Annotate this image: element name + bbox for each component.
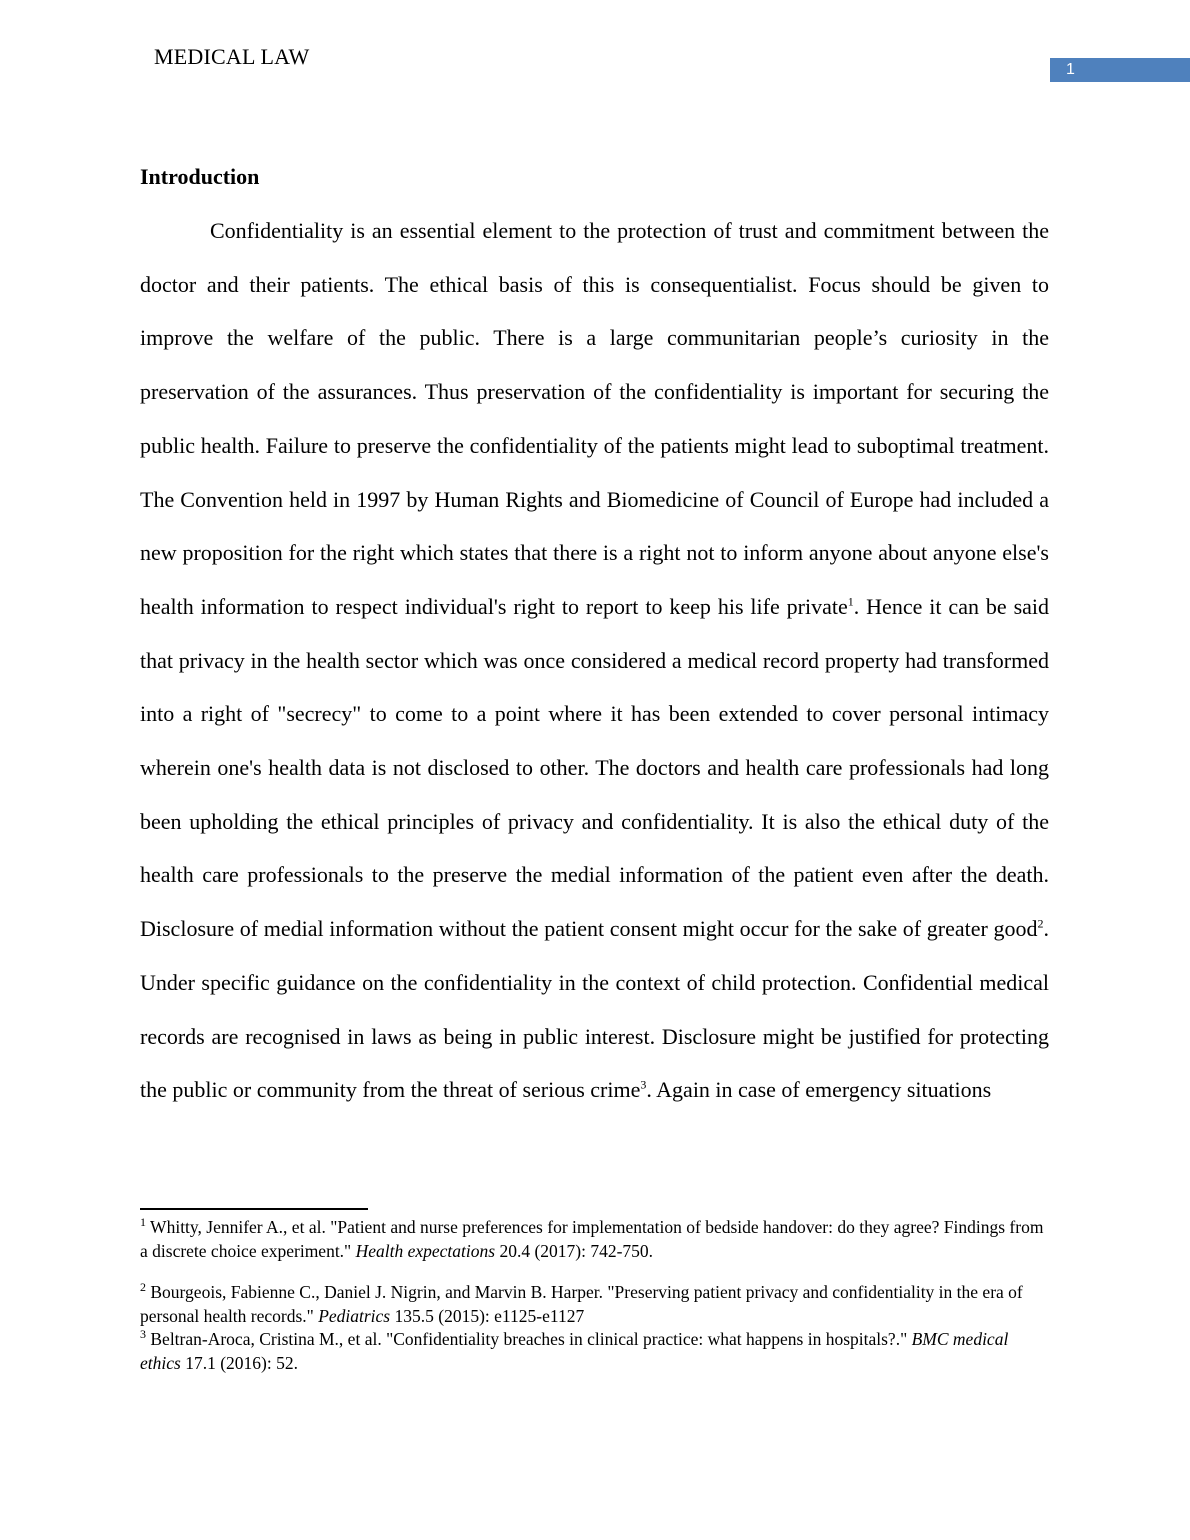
footnote-marker: 1 <box>140 1215 146 1230</box>
footnote-text: 17.1 (2016): 52. <box>180 1352 298 1373</box>
footnote-text: Whitty, Jennifer A., et al. "Patient and nurse preferences for implementation of bedside handover: do they agree? Findings from a discrete choice experiment." <box>140 1217 1044 1261</box>
footnote-journal: BMC medical ethics <box>140 1329 1009 1373</box>
footnote-ref-2[interactable]: 2 <box>1037 916 1044 931</box>
footnote-text: 135.5 (2015): e1125-e1127 <box>390 1305 585 1326</box>
footnote-3 <box>140 1328 1050 1375</box>
footnote-separator <box>140 1208 368 1210</box>
footnote-1 <box>140 1216 1050 1263</box>
footnote-journal: Pediatrics <box>318 1305 391 1326</box>
paragraph-text: . Again in case of emergency situations <box>646 1077 992 1103</box>
footnote-journal: Health expectations <box>355 1240 496 1261</box>
footnotes <box>140 1216 1050 1375</box>
footnote-ref-3[interactable]: 3 <box>640 1077 647 1092</box>
running-head: MEDICAL LAW <box>154 44 310 69</box>
footnote-marker: 3 <box>140 1327 146 1342</box>
footnote-text: Bourgeois, Fabienne C., Daniel J. Nigrin, and Marvin B. Harper. "Preserving patient privacy and confidentiality in the era of personal health records." <box>140 1282 1023 1326</box>
page-number: 1 <box>1066 61 1075 78</box>
paragraph-text: . Under specific guidance on the confidentiality in the context of child protection. Confidential medical records are recognised in laws as being in public interest. Disclosure might be justified for protecting the public or community from the threat of serious crime <box>140 916 1049 1103</box>
paragraph-text: . Hence it can be said that privacy in the health sector which was once considered a medical record property had transformed into a right of "secrecy" to come to a point where it has been extended to cover personal intimacy wherein one's health data is not disclosed to other. The doctors and health care professionals had long been upholding the ethical principles of privacy and confidentiality. It is also the ethical duty of the health care professionals to the preserve the medial information of the patient even after the death. Disclosure of medial information without the patient consent might occur for the sake of greater good <box>140 593 1050 942</box>
paragraph-text: Confidentiality is an essential element to the protection of trust and commitment between the doctor and their patients. The ethical basis of this is consequentialist. Focus should be given to improve the welfare of the public. There is a large communitarian people’s curiosity in the preservation of the assurances. Thus preservation of the confidentiality is important for securing the public health. Failure to preserve the confidentiality of the patients might lead to suboptimal treatment. The Convention held in 1997 by Human Rights and Biomedicine of Council of Europe had included a new proposition for the right which states that there is a right not to inform anyone about anyone else's health information to respect individual's right to report to keep his life private <box>140 218 1049 619</box>
footnote-2 <box>140 1281 1050 1328</box>
footnote-text: 20.4 (2017): 742-750. <box>495 1240 654 1261</box>
footnote-text: Beltran-Aroca, Cristina M., et al. "Confidentiality breaches in clinical practice: what happens in hospitals?." <box>146 1329 912 1349</box>
footnote-marker: 2 <box>140 1280 146 1295</box>
page-number-box <box>1050 58 1190 82</box>
footnote-ref-1[interactable]: 1 <box>847 594 854 609</box>
body-paragraph <box>140 204 1049 1117</box>
section-heading: Introduction <box>140 164 260 189</box>
